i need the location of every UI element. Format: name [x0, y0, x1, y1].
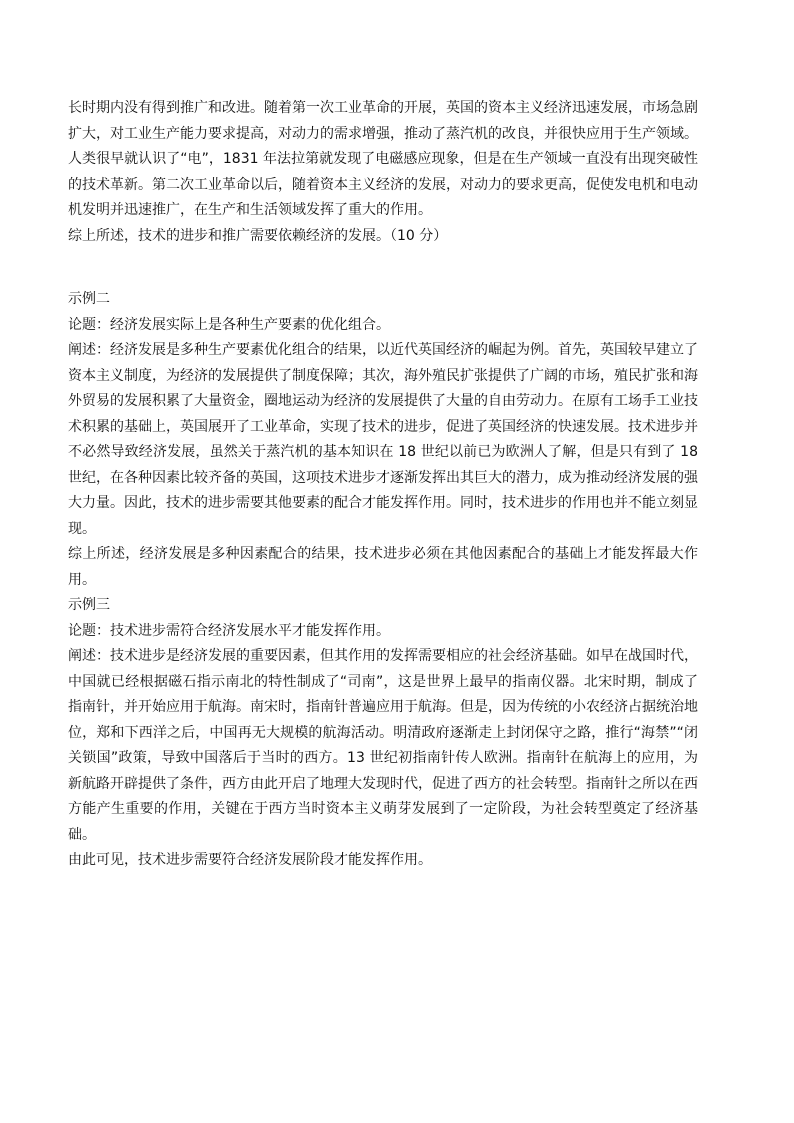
example2-argument: 阐述：经济发展是多种生产要素优化组合的结果，以近代英国经济的崛起为例。首先，英国较早建立了资本主义制度，为经济的发展提供了制度保障；其次，海外殖民扩张提供了广阔的市场，殖民扩张和海外贸易的发展积累了大量资金，圈地运动为经济的发展提供了大量的自由劳动力。在原有工场手工业技术积累的基础上，英国展开了工业革命，实现了技术的进步，促进了英国经济的快速发展。技术进步并不必然导致经济发展，虽然关于蒸汽机的基本知识在 18 世纪以前已为欧洲人了解，但是只有到了 18 世纪，在各种因素比较齐备的英国，这项技术进步才逐渐发挥出其巨大的潜力，成为推动经济发展的强大力量。因此，技术的进步需要其他要素的配合才能发挥作用。同时，技术进步的作用也并不能立刻显现。	[68, 342, 698, 537]
paragraph-continued: 长时期内没有得到推广和改进。随着第一次工业革命的开展，英国的资本主义经济迅速发展，市场急剧扩大，对工业生产能力要求提高，对动力的需求增强，推动了蒸汽机的改良，并很快应用于生产领域。人类很早就认识了“电”，1831 年法拉第就发现了电磁感应现象，但是在生产领域一直没有出现突破性的技术革新。第二次工业革命以后，随着资本主义经济的发展，对动力的要求更高，促使发电机和电动机发明并迅速推广，在生产和生活领域发挥了重大的作用。	[68, 100, 698, 218]
paragraph-conclusion-example1: 综上所述，技术的进步和推广需要依赖经济的发展。（10 分）	[68, 227, 448, 244]
example2-conclusion: 综上所述，经济发展是多种因素配合的结果，技术进步必须在其他因素配合的基础上才能发挥最大作用。	[68, 546, 698, 588]
example3-argument: 阐述：技术进步是经济发展的重要因素，但其作用的发挥需要相应的社会经济基础。如早在战国时代，中国就已经根据磁石指示南北的特性制成了“司南”，这是世界上最早的指南仪器。北宋时期，制成了指南针，并开始应用于航海。南宋时，指南针普遍应用于航海。但是，因为传统的小农经济占据统治地位，郑和下西洋之后，中国再无大规模的航海活动。明清政府逐渐走上封闭保守之路，推行“海禁”“闭关锁国”政策，导致中国落后于当时的西方。13 世纪初指南针传人欧洲。指南针在航海上的应用，为新航路开辟提供了条件，西方由此开启了地理大发现时代，促进了西方的社会转型。指南针之所以在西方能产生重要的作用，关键在于西方当时资本主义萌芽发展到了一定阶段，为社会转型奠定了经济基础。	[68, 648, 698, 843]
document-body	[68, 96, 698, 874]
example3-title: 示例三	[68, 597, 110, 613]
example2-thesis: 论题：经济发展实际上是各种生产要素的优化组合。	[68, 316, 390, 333]
section-gap	[68, 249, 698, 287]
example2-title: 示例二	[68, 291, 110, 307]
example3-thesis: 论题：技术进步需符合经济发展水平才能发挥作用。	[68, 622, 390, 639]
example3-conclusion: 由此可见，技术进步需要符合经济发展阶段才能发挥作用。	[68, 852, 432, 868]
